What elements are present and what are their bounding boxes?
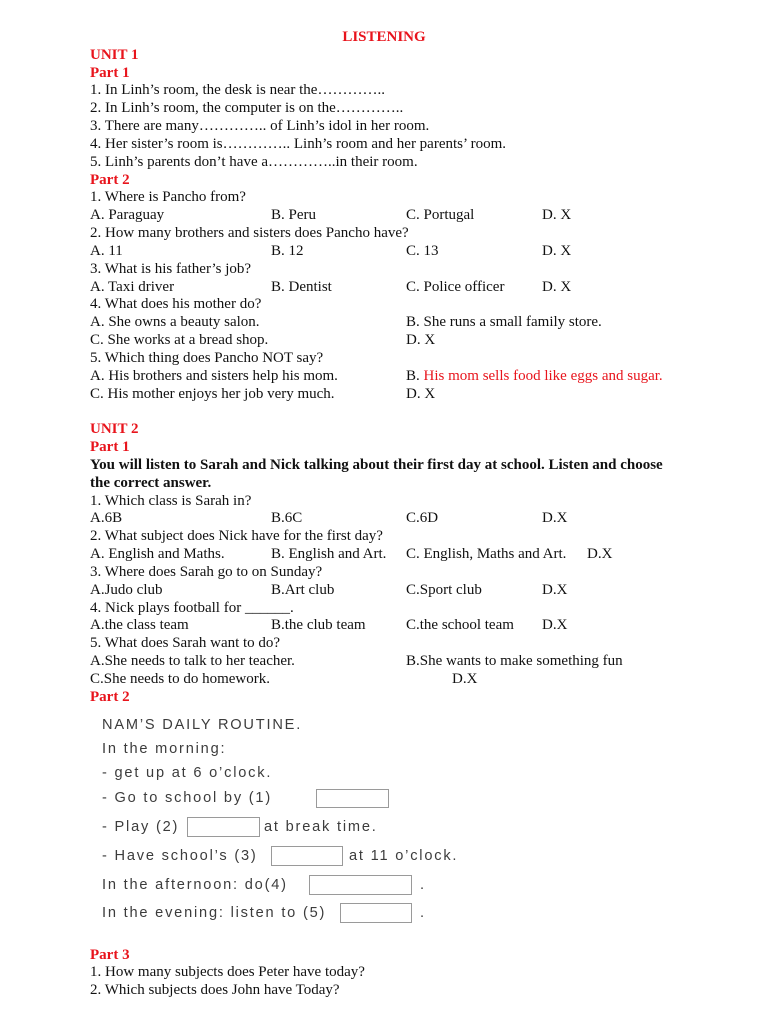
routine-item: - Have school’s (3): [102, 847, 258, 864]
answer-blank-2: [187, 817, 260, 837]
routine-item: - Go to school by (1): [102, 789, 273, 806]
option-a: A. She owns a beauty salon.: [90, 314, 260, 331]
option-d: [406, 386, 435, 404]
option-letter: A.: [90, 367, 105, 384]
answer-options: [90, 582, 678, 600]
listening-instruction: You will listen to Sarah and Nick talking about their first day at school. Listen and choose the correct answer.: [90, 456, 663, 491]
afternoon-line-suffix: .: [420, 876, 426, 893]
option-d: D. X: [542, 278, 572, 295]
option-a: A.She needs to talk to her teacher.: [90, 653, 295, 670]
option-b: B. Dentist: [271, 278, 332, 295]
option-a: [90, 368, 338, 386]
option-b: B. English and Art.: [271, 546, 387, 563]
routine-item-suffix: at 11 o’clock.: [349, 847, 459, 864]
option-c: C. 13: [406, 242, 439, 259]
question-text: 2. What subject does Nick have for the first day?: [90, 528, 383, 545]
morning-heading: In the morning:: [102, 740, 227, 757]
option-letter: D.: [406, 385, 421, 402]
answer-options: [90, 653, 678, 671]
option-a: A. Taxi driver: [90, 278, 175, 295]
option-b: B.the club team: [271, 617, 366, 634]
option-text: His mother enjoys her job very much.: [107, 385, 335, 402]
option-a: A. English and Maths.: [90, 546, 225, 563]
answer-options: [90, 617, 678, 635]
option-c: C. She works at a bread shop.: [90, 332, 269, 349]
unit-1-part-2-heading: Part 2: [90, 171, 130, 188]
question-text: 2. Which subjects does John have Today?: [90, 982, 340, 999]
option-b: B. 12: [271, 242, 304, 259]
answer-options: [90, 243, 678, 261]
option-c: C. Portugal: [406, 207, 475, 224]
option-c: C.the school team: [406, 617, 514, 634]
evening-line: In the evening: listen to (5): [102, 904, 327, 921]
option-d: D.X: [452, 670, 478, 687]
option-d: D.X: [542, 617, 568, 634]
answer-options: [90, 314, 678, 332]
answer-options: [90, 368, 678, 386]
option-text: X: [424, 385, 436, 402]
option-d: D. X: [542, 242, 572, 259]
answer-options: [90, 510, 678, 528]
question-text: 5. What does Sarah want to do?: [90, 635, 281, 652]
question-text: 1. Which class is Sarah in?: [90, 492, 252, 509]
answer-options: [90, 386, 678, 404]
option-a: A.the class team: [90, 617, 189, 634]
unit-1-part-1-heading: Part 1: [90, 64, 130, 81]
option-c: C. Police officer: [406, 278, 505, 295]
highlighted-answer-text: His mom sells food like eggs and sugar.: [423, 367, 663, 384]
unit-2-part-3-heading: Part 3: [90, 946, 130, 963]
gap-fill-item: 3. There are many………….. of Linh’s idol in her room.: [90, 118, 430, 135]
question-text: 3. Where does Sarah go to on Sunday?: [90, 563, 323, 580]
unit-1-heading: UNIT 1: [90, 46, 139, 63]
option-d: D. X: [542, 207, 572, 224]
gap-fill-item: 4. Her sister’s room is………….. Linh’s room and her parents’ room.: [90, 135, 507, 152]
answer-options: [90, 332, 678, 350]
option-b: B.She wants to make something fun: [406, 653, 623, 670]
answer-blank-3: [271, 846, 343, 866]
option-a: A. 11: [90, 242, 123, 259]
option-a: A. Paraguay: [90, 207, 165, 224]
blank-line: [90, 403, 678, 421]
option-b: B.Art club: [271, 581, 335, 598]
gap-fill-item: 5. Linh’s parents don’t have a…………..in their room.: [90, 153, 418, 170]
question-text: 1. How many subjects does Peter have today?: [90, 964, 365, 981]
option-c: C.She needs to do homework.: [90, 670, 270, 687]
option-c: C.6D: [406, 510, 439, 527]
unit-2-part-1-heading: Part 1: [90, 439, 130, 456]
answer-blank-1: [316, 789, 389, 808]
question-text: 4. What does his mother do?: [90, 296, 262, 313]
question-text: 1. Where is Pancho from?: [90, 189, 246, 206]
routine-item: - get up at 6 o’clock.: [102, 764, 273, 781]
option-b: [406, 368, 663, 386]
afternoon-line: In the afternoon: do(4): [102, 876, 288, 893]
figure-title: NAM’S DAILY ROUTINE.: [102, 716, 303, 733]
option-text: His brothers and sisters help his mom.: [108, 367, 338, 384]
document-title: LISTENING: [342, 29, 426, 45]
option-c: C.Sport club: [406, 581, 482, 598]
option-b: B.6C: [271, 510, 303, 527]
option-a: A.Judo club: [90, 581, 163, 598]
option-a: A.6B: [90, 510, 123, 527]
gap-fill-item: 2. In Linh’s room, the computer is on the…………..: [90, 100, 404, 117]
routine-item-suffix: at break time.: [264, 818, 378, 835]
gap-fill-item: 1. In Linh’s room, the desk is near the…………..: [90, 82, 385, 99]
option-d: D.X: [542, 581, 568, 598]
question-text: 2. How many brothers and sisters does Pancho have?: [90, 225, 409, 242]
option-b: B. She runs a small family store.: [406, 314, 602, 331]
unit-2-heading: UNIT 2: [90, 421, 139, 438]
option-d: D.X: [542, 510, 568, 527]
answer-options: [90, 546, 678, 564]
option-b: B. Peru: [271, 207, 316, 224]
unit-2-part-2-heading: Part 2: [90, 688, 130, 705]
answer-options: [90, 671, 678, 689]
daily-routine-figure: [90, 707, 678, 947]
option-d: D. X: [406, 332, 436, 349]
option-letter: B.: [406, 367, 420, 384]
option-c: [90, 386, 335, 404]
answer-blank-4: [309, 875, 412, 895]
routine-item: - Play (2): [102, 818, 180, 835]
question-text: 4. Nick plays football for ______.: [90, 599, 294, 616]
answer-options: [90, 279, 678, 297]
answer-options: [90, 207, 678, 225]
document-body: [90, 29, 678, 1000]
option-c: C. English, Maths and Art.: [406, 546, 567, 563]
evening-line-suffix: .: [420, 904, 426, 921]
question-text: 3. What is his father’s job?: [90, 260, 252, 277]
question-text: 5. Which thing does Pancho NOT say?: [90, 349, 324, 366]
option-letter: C.: [90, 385, 104, 402]
answer-blank-5: [340, 903, 412, 923]
option-d: D.X: [587, 546, 613, 563]
